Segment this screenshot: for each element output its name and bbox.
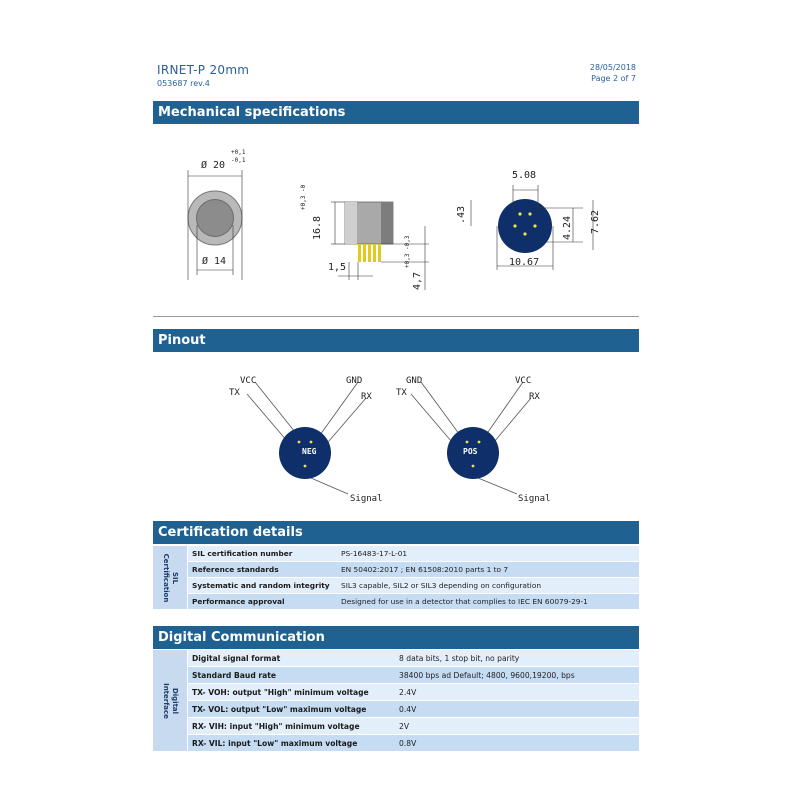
table-row (153, 735, 639, 752)
pinout-neg-vcc: VCC (240, 376, 257, 386)
pinout-pos-center: POS (463, 447, 478, 456)
pinout-pos (411, 382, 531, 494)
dim-bottom-diameter: Ø 14 (202, 256, 227, 267)
pinout-neg-signal: Signal (350, 494, 383, 504)
cell-key: Systematic and random integrity (188, 578, 338, 594)
pinout-diagram (153, 360, 639, 510)
table-row (153, 594, 639, 610)
cell-key: TX- VOL: output "Low" maximum voltage (188, 701, 396, 718)
cell-key: SIL certification number (188, 546, 338, 562)
certification-side-label: SIL Certification (153, 546, 188, 610)
pinout-neg-tx: TX (229, 388, 240, 398)
cell-key: Digital signal format (188, 650, 396, 667)
dim-top-diameter: Ø 20 (201, 160, 226, 171)
table-row (153, 562, 639, 578)
dim-top-tol-plus: +0,1 (231, 149, 246, 156)
table-row (153, 701, 639, 718)
pinout-neg-rx: RX (361, 392, 372, 402)
dim-bottom: 10.67 (509, 257, 540, 268)
dim-pin-offset: 1,5 (328, 262, 347, 273)
dim-pitch-top: 5.08 (512, 170, 537, 181)
dim-left: .43 (456, 205, 467, 224)
cell-value: 0.8V (395, 735, 639, 752)
pinout-pos-vcc: VCC (515, 376, 532, 386)
dim-top-tol-minus: -0,1 (231, 157, 246, 164)
document-date: 28/05/2018 (589, 63, 636, 72)
dim-pin-length: 4,7 (412, 271, 423, 290)
cell-value: 2.4V (395, 684, 639, 701)
table-row (153, 684, 639, 701)
section-header-pinout: Pinout (153, 329, 639, 352)
table-row (153, 650, 639, 667)
table-row (153, 718, 639, 735)
cell-value: SIL3 capable, SIL2 or SIL3 depending on configuration (337, 578, 639, 594)
dim-body-tol: +0,3 -0 (300, 184, 307, 210)
pinout-pos-rx: RX (529, 392, 540, 402)
pinout-pos-signal: Signal (518, 494, 551, 504)
page-number: Page 2 of 7 (591, 74, 636, 83)
section-header-mechanical: Mechanical specifications (153, 101, 639, 124)
document-title: IRNET-P 20mm (157, 63, 250, 77)
cell-value: PS-16483-17-L-01 (337, 546, 639, 562)
cell-value: 8 data bits, 1 stop bit, no parity (395, 650, 639, 667)
table-row (153, 546, 639, 562)
table-row (153, 578, 639, 594)
pinout-pos-tx: TX (396, 388, 407, 398)
cell-key: Standard Baud rate (188, 667, 396, 684)
cell-key: RX- VIL: input "Low" maximum voltage (188, 735, 396, 752)
cell-value: Designed for use in a detector that complies to IEC EN 60079-29-1 (337, 594, 639, 610)
certification-table (153, 546, 639, 610)
cell-value: 0.4V (395, 701, 639, 718)
document-revision: 053687 rev.4 (157, 79, 210, 88)
dim-right-1: 4.24 (562, 215, 573, 240)
pinout-neg (247, 382, 366, 494)
section-header-digital: Digital Communication (153, 626, 639, 649)
dim-pin-tol: +0,3 -0,3 (404, 235, 411, 268)
divider (153, 316, 639, 317)
pinout-neg-gnd: GND (346, 376, 363, 386)
dim-right-2: 7.62 (590, 209, 601, 234)
cell-key: Performance approval (188, 594, 338, 610)
section-header-certification: Certification details (153, 521, 639, 544)
cell-key: TX- VOH: output "High" minimum voltage (188, 684, 396, 701)
table-row (153, 667, 639, 684)
dim-body-height: 16.8 (312, 215, 323, 240)
cell-value: 2V (395, 718, 639, 735)
cell-value: 38400 bps ad Default; 4800, 9600,19200, bps (395, 667, 639, 684)
pinout-neg-center: NEG (302, 447, 317, 456)
cell-value: EN 50402:2017 ; EN 61508:2010 parts 1 to 7 (337, 562, 639, 578)
cell-key: Reference standards (188, 562, 338, 578)
pinout-pos-gnd: GND (406, 376, 423, 386)
cell-key: RX- VIH: input "High" minimum voltage (188, 718, 396, 735)
digital-side-label: Digital Interface (153, 650, 188, 752)
digital-table (153, 650, 639, 752)
